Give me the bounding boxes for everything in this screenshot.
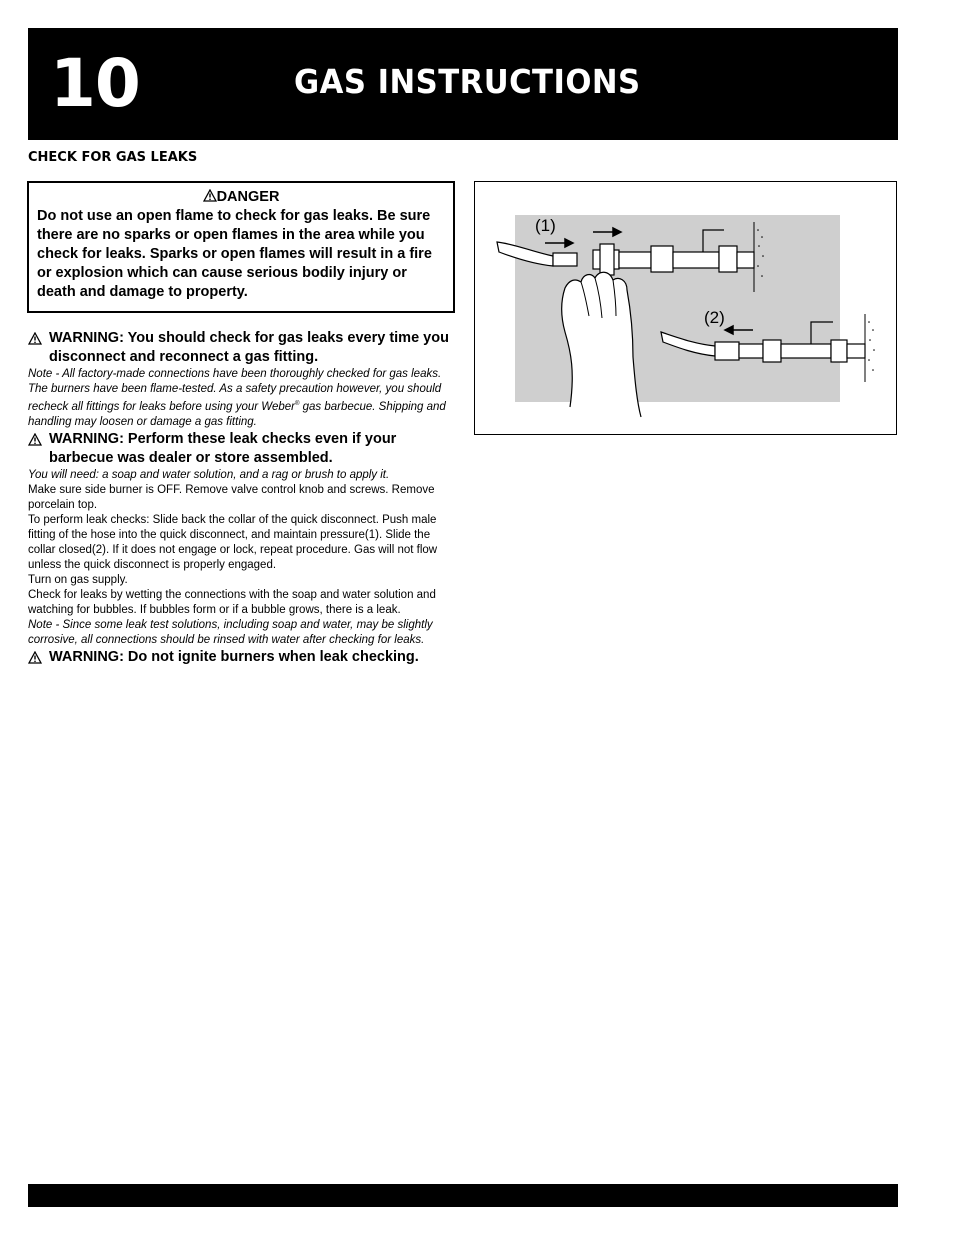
warning-triangle-icon [28, 332, 42, 345]
footer-bar [28, 1184, 898, 1207]
note-factory-connections [28, 367, 454, 430]
instructions-content [28, 329, 454, 667]
step-check-bubbles: Check for leaks by wetting the connections with the soap and water solution and watching for bubbles. If bubbles form or if a bubble grows, there is a leak. [28, 588, 436, 616]
step-leak-checks: To perform leak checks: Slide back the collar of the quick disconnect. Push male fitting of the hose into the quick disconnect, and maintain pressure(1). Slide the collar closed(2). If it does not engage or lock, repeat procedure. Gas will not flow unless the quick disconnect is properly engaged. [28, 513, 438, 571]
danger-title-text: DANGER [216, 189, 280, 205]
warning-ignite-text: WARNING: Do not ignite burners when leak checking. [49, 648, 419, 665]
section-heading: CHECK FOR GAS LEAKS [28, 150, 198, 165]
warning-dealer-text: WARNING: Perform these leak checks even if your barbecue was dealer or store assembled. [49, 430, 397, 466]
quick-disconnect-figure [474, 181, 897, 435]
callout-1: (1) [535, 216, 556, 235]
registered-mark: ® [294, 401, 300, 407]
danger-box [27, 181, 455, 313]
callout-2: (2) [704, 308, 725, 327]
note-you-will-need: You will need: a soap and water solution, and a rag or brush to apply it. [28, 468, 390, 481]
danger-title [37, 187, 445, 207]
warning-triangle-icon [28, 651, 42, 664]
warning-triangle-icon [28, 433, 42, 446]
danger-text: Do not use an open flame to check for gas leaks. Be sure there are no sparks or open flames in the area while you check for leaks. Sparks or open flames will result in a fire or explosion which can cause serious bodily injury or death and damage to property. [37, 208, 432, 300]
warning-reconnect-text: WARNING: You should check for gas leaks every time you disconnect and reconnect a gas fitting. [49, 330, 449, 365]
header-bar [28, 28, 898, 140]
step-side-burner: Make sure side burner is OFF. Remove valve control knob and screws. Remove porcelain top. [28, 483, 435, 511]
page-number: 10 [50, 45, 140, 122]
page-title: GAS INSTRUCTIONS [294, 62, 641, 101]
note-corrosive: Note - Since some leak test solutions, including soap and water, may be slightly corrosive, all connections should be rinsed with water after checking for leaks. [28, 618, 433, 646]
warning-triangle-icon [203, 189, 217, 202]
warning-reconnect [28, 329, 454, 367]
note-factory-text-b: gas barbecue. Shipping and handling may loosen or damage a gas fitting. [28, 400, 446, 428]
note-factory-text-a: Note - All factory-made connections have been thoroughly checked for gas leaks. The burners have been flame-tested. As a safety precaution however, you should recheck all fittings for leaks before using your Weber [28, 368, 442, 413]
warning-do-not-ignite [28, 648, 454, 667]
warning-dealer-assembled [28, 430, 454, 468]
step-gas-supply: Turn on gas supply. [28, 573, 128, 586]
